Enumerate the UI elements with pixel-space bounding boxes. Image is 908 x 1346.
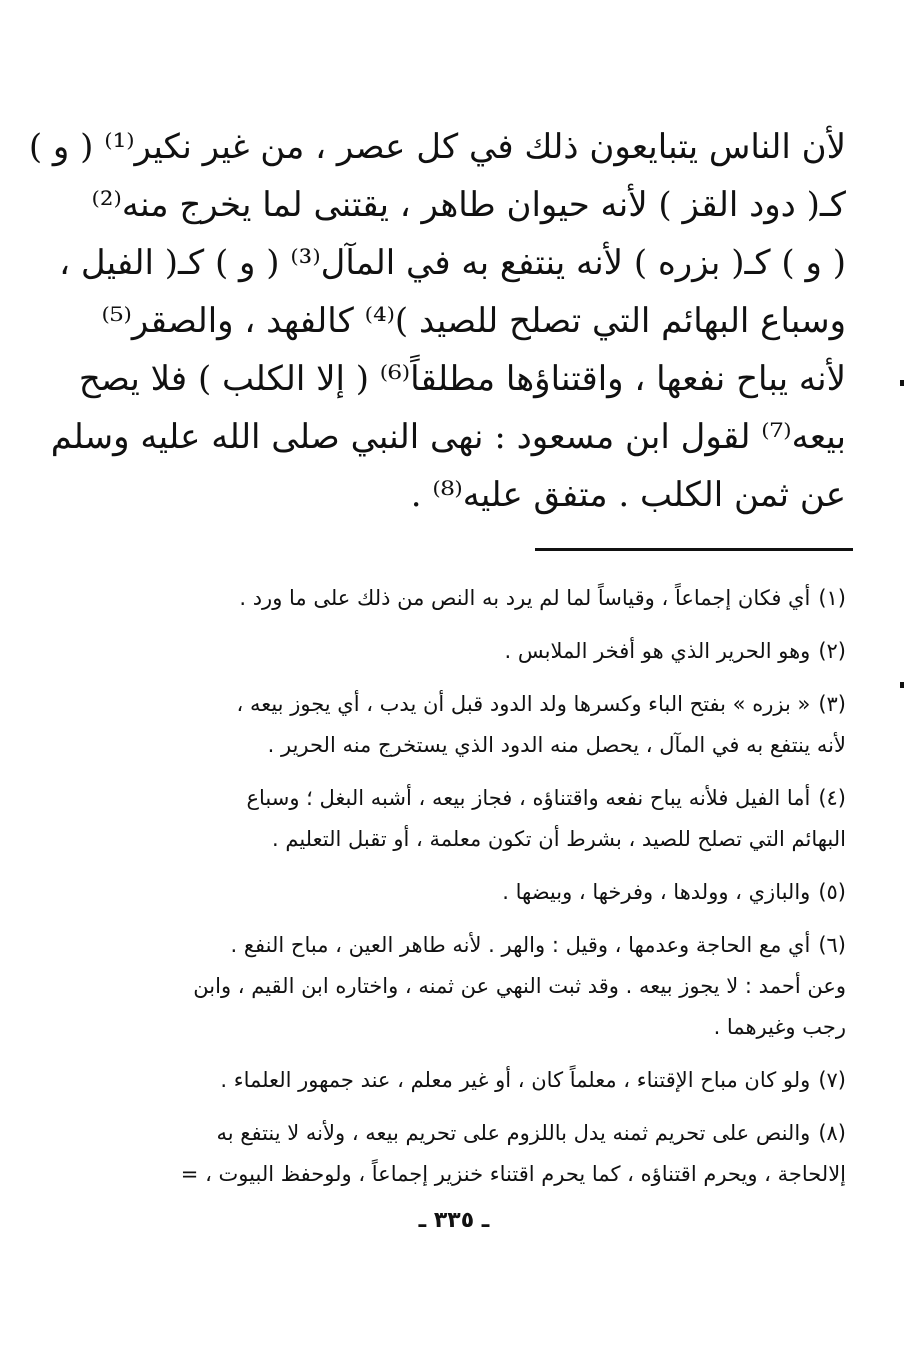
footnote-text: أما الفيل فلأنه يباح نفعه واقتناؤه ، فجاز بيعه ، أشبه البغل ؛ وسباع bbox=[246, 786, 811, 810]
footnote-text: وهو الحرير الذي هو أفخر الملابس . bbox=[504, 639, 811, 663]
footnote-number: (٣) bbox=[818, 692, 846, 716]
margin-mark bbox=[900, 380, 904, 386]
main-text bbox=[28, 118, 846, 524]
footnote-6 bbox=[120, 925, 846, 1048]
footnote-divider bbox=[535, 548, 853, 551]
main-text-line: ( و ) كـ( بزره ) لأنه ينتفع به في المآل⁽³⁾ ( و ) كـ( الفيل ، bbox=[59, 243, 846, 283]
main-text-line: كـ( دود القز ) لأنه حيوان طاهر ، يقتنى لما يخرج منه⁽²⁾ bbox=[91, 185, 846, 225]
main-text-line: وسباع البهائم التي تصلح للصيد )⁽⁴⁾ كالفهد ، والصقر⁽⁵⁾ bbox=[101, 301, 846, 341]
footnote-number: (٦) bbox=[818, 933, 846, 957]
footnote-7 bbox=[120, 1060, 846, 1101]
footnote-2 bbox=[120, 631, 846, 672]
main-text-line: بيعه⁽⁷⁾ لقول ابن مسعود : نهى النبي صلى الله عليه وسلم bbox=[50, 417, 846, 457]
footnote-line bbox=[120, 778, 846, 819]
footnote-number: (٢) bbox=[818, 639, 846, 663]
footnote-text: والبازي ، وولدها ، وفرخها ، وبيضها . bbox=[502, 880, 811, 904]
footnote-text: « بزره » بفتح الباء وكسرها ولد الدود قبل أن يدب ، أي يجوز بيعه ، bbox=[236, 692, 811, 716]
footnote-1 bbox=[120, 578, 846, 619]
main-text-line: لأن الناس يتبايعون ذلك في كل عصر ، من غير نكير⁽¹⁾ ( و ) bbox=[28, 127, 846, 167]
footnotes bbox=[120, 578, 846, 1207]
footnote-number: (٥) bbox=[818, 880, 846, 904]
footnote-5 bbox=[120, 872, 846, 913]
footnote-text: والنص على تحريم ثمنه يدل باللزوم على تحريم بيعه ، ولأنه لا ينتفع به bbox=[216, 1121, 811, 1145]
footnote-8 bbox=[120, 1113, 846, 1195]
footnote-number: (٧) bbox=[818, 1068, 846, 1092]
footnote-line bbox=[120, 872, 846, 913]
main-text-line: عن ثمن الكلب . متفق عليه⁽⁸⁾ . bbox=[410, 475, 846, 515]
main-text-line: لأنه يباح نفعها ، واقتناؤها مطلقاً⁽⁶⁾ ( إلا الكلب ) فلا يصح bbox=[78, 359, 846, 399]
footnote-4 bbox=[120, 778, 846, 860]
footnote-number: (١) bbox=[818, 586, 846, 610]
margin-mark bbox=[900, 682, 904, 688]
footnote-line bbox=[120, 1060, 846, 1101]
footnote-line bbox=[120, 684, 846, 725]
footnote-line: رجب وغيرهما . bbox=[713, 1015, 846, 1039]
footnote-line: إلالحاجة ، ويحرم اقتناؤه ، كما يحرم اقتناء خنزير إجماعاً ، ولوحفظ البيوت ، = bbox=[180, 1162, 846, 1186]
footnote-text: أي مع الحاجة وعدمها ، وقيل : والهر . لأنه طاهر العين ، مباح النفع . bbox=[230, 933, 811, 957]
footnote-number: (٤) bbox=[818, 786, 846, 810]
footnote-line: لأنه ينتفع به في المآل ، يحصل منه الدود الذي يستخرج منه الحرير . bbox=[267, 733, 846, 757]
footnote-line bbox=[120, 631, 846, 672]
footnote-line bbox=[120, 1113, 846, 1154]
footnote-text: أي فكان إجماعاً ، وقياساً لما لم يرد به النص من ذلك على ما ورد . bbox=[239, 586, 811, 610]
footnote-number: (٨) bbox=[818, 1121, 846, 1145]
footnote-text: ولو كان مباح الإقتناء ، معلماً كان ، أو غير معلم ، عند جمهور العلماء . bbox=[220, 1068, 811, 1092]
footnote-line: وعن أحمد : لا يجوز بيعه . وقد ثبت النهي عن ثمنه ، واختاره ابن القيم ، وابن bbox=[193, 974, 846, 998]
footnote-3 bbox=[120, 684, 846, 766]
footnote-line bbox=[120, 578, 846, 619]
footnote-line bbox=[120, 925, 846, 966]
page-number: ـ ٣٣٥ ـ bbox=[418, 1208, 490, 1233]
footnote-line: البهائم التي تصلح للصيد ، بشرط أن تكون معلمة ، أو تقبل التعليم . bbox=[272, 827, 846, 851]
